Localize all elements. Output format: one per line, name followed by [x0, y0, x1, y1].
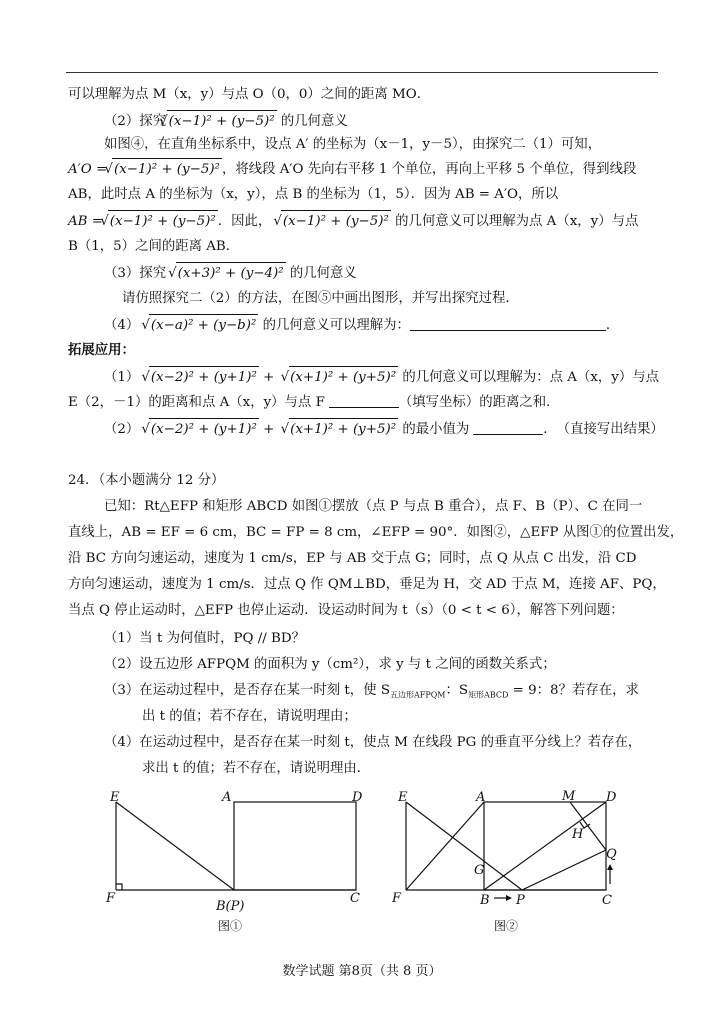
page-footer: 数学试题 第8页（共 8 页）	[282, 964, 442, 979]
sub-question: 求出 t 的值；若不存在，请说明理由．	[142, 761, 371, 776]
sub-question: 出 t 的值；若不存在，请说明理由；	[142, 709, 357, 724]
label-f: F	[106, 891, 116, 906]
figure-2	[392, 788, 632, 938]
question-title: 24．（本小题满分 12 分）	[68, 473, 225, 488]
label-f: F	[392, 891, 402, 906]
label-p: P	[516, 893, 525, 908]
text-line: 直线上，AB = EF = 6 cm，BC = FP = 8 cm，∠EFP = 90°．如图②，△EFP 从图①的位置出发，	[68, 525, 684, 540]
text-line: 当点 Q 停止运动时，△EFP 也停止运动．设运动时间为 t（s）（0 < t < 6），解答下列问题：	[68, 603, 624, 618]
label-d: D	[352, 790, 363, 805]
answer-blank	[410, 316, 606, 331]
text-line: （4）√ (x−a)² + (y−b)² 的几何意义可以理解为： ．	[104, 314, 700, 337]
sub-question: （1）当 t 为何值时，PQ // BD？	[104, 631, 306, 646]
text-line: AB = √ (x−1)² + (y−5)² ．因此，√ (x−1)² + (y−5)² 的几何意义可以理解为点 A（x，y）与点	[68, 210, 664, 233]
figure-1-caption: 图①	[218, 919, 243, 933]
text-line: （3）探究√ (x+3)² + (y−4)² 的几何意义	[104, 262, 700, 285]
text-line: （2）√ (x−2)² + (y+1)² + √ (x+1)² + (y+5)² 的最小值为 ． （直接写出结果）	[104, 418, 700, 441]
answer-blank	[473, 420, 543, 435]
figure-2-caption: 图②	[494, 919, 519, 933]
diagonal-bd	[484, 802, 606, 890]
label-c: C	[602, 893, 612, 908]
arrow-head-p	[506, 895, 512, 901]
sub-question: （2）设五边形 AFPQM 的面积为 y（cm²），求 y 与 t 之间的函数关系式；	[104, 657, 556, 672]
right-angle-mark	[116, 884, 122, 890]
label-a: A	[222, 790, 232, 805]
segment-ep	[406, 802, 522, 890]
label-a: A	[476, 790, 486, 805]
text-line: （2）探究√ (x−1)² + (y−5)² 的几何意义	[104, 110, 700, 133]
label-g: G	[474, 863, 485, 878]
segment-pq	[522, 850, 606, 890]
arrow-head-q	[607, 864, 613, 870]
text-line: 请仿照探究二（2）的方法，在图⑤中画出图形，并写出探究过程．	[122, 291, 519, 306]
text-line: 方向匀速运动，速度为 1 cm/s．过点 Q 作 QM⊥BD，垂足为 H，交 AD 于点 M，连接 AF、PQ，	[68, 577, 666, 592]
label-q: Q	[606, 847, 617, 862]
rectangle-abcd	[234, 802, 356, 890]
answer-blank	[329, 393, 399, 408]
section-heading: 拓展应用：	[68, 343, 135, 358]
segment-af	[406, 802, 484, 890]
text-line: （1）√ (x−2)² + (y+1)² + √ (x+1)² + (y+5)² 的几何意义可以理解为：点 A（x，y）与点	[104, 366, 700, 389]
text-line: 如图④，在直角坐标系中，设点 A′ 的坐标为（x－1，y－5），由探究二（1）可知，	[104, 137, 602, 152]
label-m: M	[562, 789, 576, 804]
figure-1	[100, 788, 380, 938]
label-c: C	[350, 891, 360, 906]
top-rule	[66, 72, 658, 73]
label-e: E	[398, 790, 408, 805]
label-h: H	[572, 827, 584, 842]
text-line: 可以理解为点 M（x，y）与点 O（0，0）之间的距离 MO．	[68, 87, 431, 102]
text-line: 已知：Rt△EFP 和矩形 ABCD 如图①摆放（点 P 与点 B 重合），点 F、B（P）、C 在同一	[104, 499, 643, 514]
label-d: D	[606, 790, 617, 805]
sub-question: （4）在运动过程中，是否存在某一时刻 t，使点 M 在线段 PG 的垂直平分线上？若存在，	[104, 735, 642, 750]
text-line: E（2，－1）的距离和点 A（x，y）与点 F （填写坐标）的距离之和．	[68, 395, 560, 410]
sub-question: （3）在运动过程中，是否存在某一时刻 t，使 $S_{五边形AFPQM}$：$S_{矩形ABCD} = 9$：8？若存在，求	[104, 683, 639, 700]
label-b: B	[480, 893, 490, 908]
segment-ep	[116, 802, 234, 890]
label-bp: B(P)	[216, 899, 245, 914]
text-line: 沿 BC 方向匀速运动，速度为 1 cm/s，EP 与 AB 交于点 G；同时，点 Q 从点 C 出发，沿 CD	[68, 551, 637, 566]
text-line: B（1，5）之间的距离 AB．	[68, 239, 240, 254]
text-line: A′O = √ (x−1)² + (y−5)² ，将线段 A′O 先向右平移 1 个单位，再向上平移 5 个单位，得到线段	[68, 158, 664, 181]
text-line: AB，此时点 A 的坐标为（x，y），点 B 的坐标为（1，5）．因为 AB = A′O，所以	[68, 187, 559, 202]
label-e: E	[110, 790, 120, 805]
